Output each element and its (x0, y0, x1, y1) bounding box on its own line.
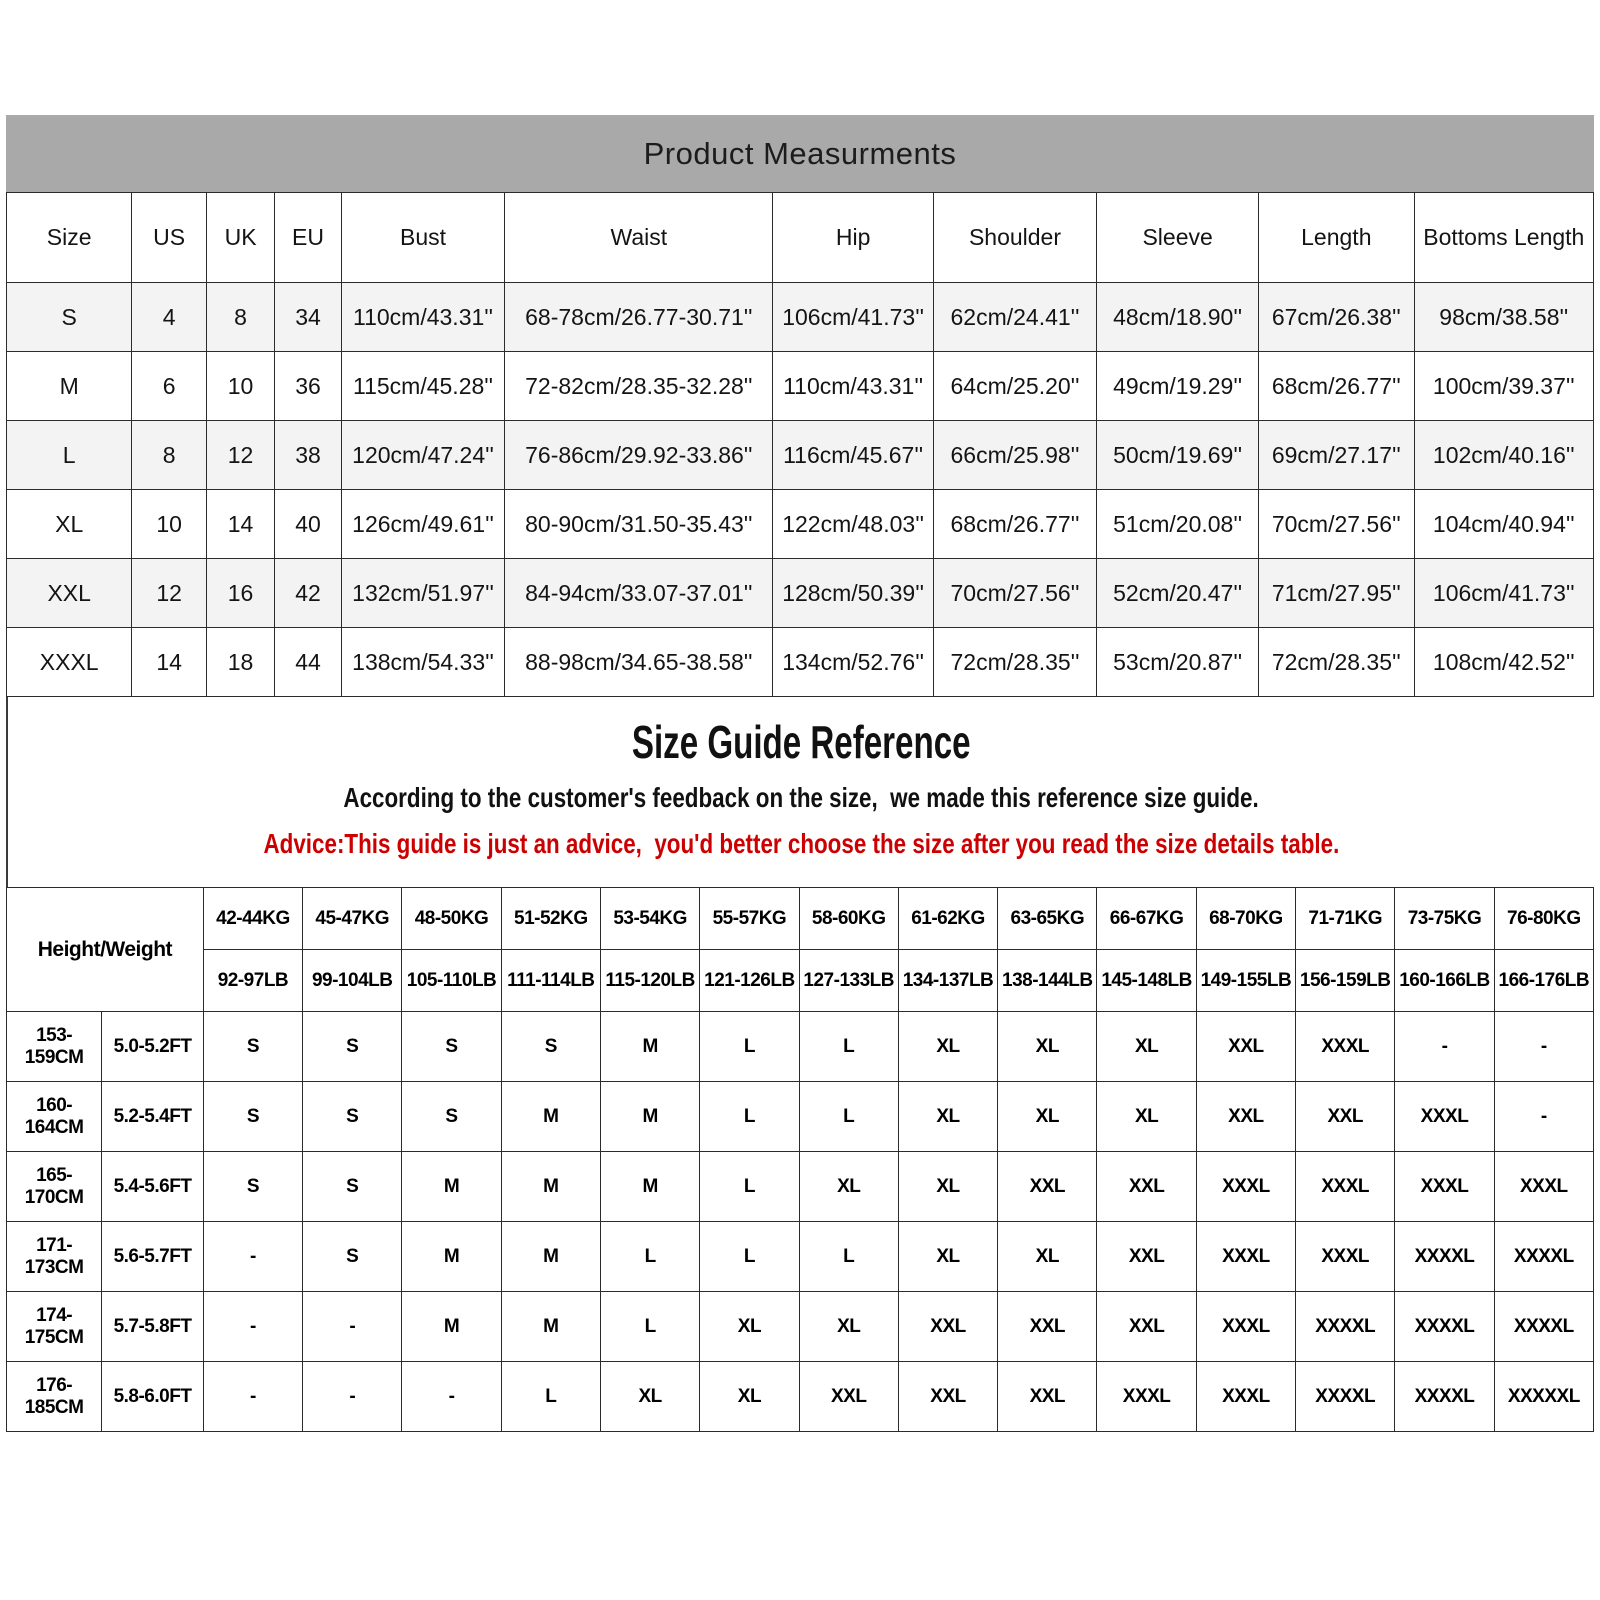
measurement-cell: 71cm/27.95'' (1259, 559, 1415, 628)
reference-cell: XXXXL (1296, 1362, 1395, 1432)
weight-lb-header: 121-126LB (700, 950, 799, 1012)
reference-cell: XXL (1097, 1152, 1196, 1222)
reference-cell: M (402, 1292, 501, 1362)
reference-header (7, 888, 1594, 1012)
reference-cell: 160-164CM (7, 1082, 102, 1152)
measurement-cell: 53cm/20.87'' (1097, 628, 1259, 697)
measurement-cell: 106cm/41.73'' (773, 283, 933, 352)
measurement-cell: 72-82cm/28.35-32.28'' (505, 352, 773, 421)
measurements-table-body (7, 283, 1594, 697)
reference-cell: XXL (1296, 1082, 1395, 1152)
measurement-cell: 70cm/27.56'' (1259, 490, 1415, 559)
weight-kg-header: 51-52KG (501, 888, 600, 950)
measurement-cell: 44 (275, 628, 342, 697)
weight-kg-header: 45-47KG (303, 888, 402, 950)
reference-cell: - (402, 1362, 501, 1432)
measurement-cell: 80-90cm/31.50-35.43'' (505, 490, 773, 559)
measurement-cell: 72cm/28.35'' (1259, 628, 1415, 697)
measurement-cell: 108cm/42.52'' (1414, 628, 1593, 697)
reference-cell: S (501, 1012, 600, 1082)
reference-cell: L (700, 1012, 799, 1082)
measurement-cell: XXXL (7, 628, 132, 697)
reference-cell: XXXXL (1296, 1292, 1395, 1362)
reference-cell: - (1494, 1012, 1593, 1082)
size-guide-subtitle-line (8, 781, 1594, 815)
measurement-cell: 68-78cm/26.77-30.71'' (505, 283, 773, 352)
measurement-cell: 34 (275, 283, 342, 352)
measurement-cell: 68cm/26.77'' (1259, 352, 1415, 421)
reference-cell: - (203, 1222, 302, 1292)
measurement-cell: 38 (275, 421, 342, 490)
reference-cell: L (700, 1152, 799, 1222)
weight-lb-row (7, 950, 1594, 1012)
measurement-cell: 8 (132, 421, 207, 490)
reference-cell: 5.6-5.7FT (102, 1222, 204, 1292)
weight-lb-header: 134-137LB (898, 950, 997, 1012)
measurements-table (6, 192, 1594, 697)
weight-lb-header: 115-120LB (600, 950, 699, 1012)
reference-row (7, 1222, 1594, 1292)
reference-row (7, 1012, 1594, 1082)
reference-cell: XL (700, 1292, 799, 1362)
measurement-cell: 48cm/18.90'' (1097, 283, 1259, 352)
reference-table (6, 887, 1594, 1432)
measurement-cell: 128cm/50.39'' (773, 559, 933, 628)
reference-cell: S (203, 1012, 302, 1082)
reference-cell: S (303, 1082, 402, 1152)
size-guide-subtitle: According to the customer's feedback on the size, we made this reference size guide. (343, 782, 1259, 813)
reference-cell: XXXL (1196, 1292, 1295, 1362)
measurement-cell: 6 (132, 352, 207, 421)
measurements-row-m (7, 352, 1594, 421)
measurements-row-xxl (7, 559, 1594, 628)
weight-lb-header: 99-104LB (303, 950, 402, 1012)
measurement-cell: 16 (206, 559, 274, 628)
weight-kg-header: 58-60KG (799, 888, 898, 950)
measurement-cell: 116cm/45.67'' (773, 421, 933, 490)
reference-cell: XL (898, 1082, 997, 1152)
column-header-bottoms-length: Bottoms Length (1414, 193, 1593, 283)
reference-cell: 5.0-5.2FT (102, 1012, 204, 1082)
reference-cell: XL (898, 1012, 997, 1082)
measurement-cell: 14 (132, 628, 207, 697)
reference-cell: XL (799, 1292, 898, 1362)
reference-cell: XXXL (1296, 1012, 1395, 1082)
measurement-cell: 8 (206, 283, 274, 352)
measurement-cell: 126cm/49.61'' (341, 490, 504, 559)
weight-kg-header: 61-62KG (898, 888, 997, 950)
reference-cell: XXL (1097, 1292, 1196, 1362)
reference-cell: XXXXXL (1494, 1362, 1593, 1432)
column-header-hip: Hip (773, 193, 933, 283)
column-header-sleeve: Sleeve (1097, 193, 1259, 283)
measurement-cell: 50cm/19.69'' (1097, 421, 1259, 490)
measurement-cell: 68cm/26.77'' (933, 490, 1096, 559)
measurement-cell: S (7, 283, 132, 352)
reference-cell: 176-185CM (7, 1362, 102, 1432)
weight-lb-header: 156-159LB (1296, 950, 1395, 1012)
weight-lb-header: 166-176LB (1494, 950, 1593, 1012)
reference-cell: XXL (799, 1362, 898, 1432)
weight-lb-header: 127-133LB (799, 950, 898, 1012)
measurement-cell: 36 (275, 352, 342, 421)
reference-cell: - (203, 1362, 302, 1432)
reference-row (7, 1082, 1594, 1152)
measurement-cell: 98cm/38.58'' (1414, 283, 1593, 352)
column-header-waist: Waist (505, 193, 773, 283)
measurement-cell: 40 (275, 490, 342, 559)
weight-lb-header: 138-144LB (998, 950, 1097, 1012)
measurement-cell: 106cm/41.73'' (1414, 559, 1593, 628)
reference-cell: M (600, 1012, 699, 1082)
reference-cell: S (303, 1012, 402, 1082)
size-guide-heading (8, 715, 1594, 769)
page-title: Product Measurments (643, 135, 957, 171)
measurements-row-l (7, 421, 1594, 490)
weight-lb-header: 111-114LB (501, 950, 600, 1012)
measurement-cell: 12 (132, 559, 207, 628)
reference-cell: XXL (1196, 1082, 1295, 1152)
measurement-cell: 138cm/54.33'' (341, 628, 504, 697)
reference-cell: XXXL (1494, 1152, 1593, 1222)
reference-cell: XXXXL (1395, 1362, 1494, 1432)
reference-cell: XXXL (1097, 1362, 1196, 1432)
weight-lb-header: 149-155LB (1196, 950, 1295, 1012)
measurement-cell: 66cm/25.98'' (933, 421, 1096, 490)
reference-cell: XL (898, 1222, 997, 1292)
column-header-eu: EU (275, 193, 342, 283)
measurement-cell: 62cm/24.41'' (933, 283, 1096, 352)
reference-cell: S (303, 1222, 402, 1292)
height-weight-corner: Height/Weight (7, 888, 204, 1012)
reference-cell: 5.4-5.6FT (102, 1152, 204, 1222)
reference-cell: XXL (898, 1292, 997, 1362)
reference-cell: L (700, 1082, 799, 1152)
reference-cell: XXXXL (1494, 1222, 1593, 1292)
measurement-cell: 67cm/26.38'' (1259, 283, 1415, 352)
measurements-row-xl (7, 490, 1594, 559)
column-header-bust: Bust (341, 193, 504, 283)
weight-kg-header: 71-71KG (1296, 888, 1395, 950)
reference-cell: - (203, 1292, 302, 1362)
reference-cell: S (203, 1082, 302, 1152)
measurement-cell: 110cm/43.31'' (341, 283, 504, 352)
reference-cell: XXXL (1296, 1222, 1395, 1292)
reference-cell: M (600, 1082, 699, 1152)
reference-cell: M (402, 1152, 501, 1222)
measurement-cell: 104cm/40.94'' (1414, 490, 1593, 559)
column-header-uk: UK (206, 193, 274, 283)
weight-kg-header: 48-50KG (402, 888, 501, 950)
column-header-size: Size (7, 193, 132, 283)
reference-cell: XL (998, 1222, 1097, 1292)
column-header-us: US (132, 193, 207, 283)
measurement-cell: 100cm/39.37'' (1414, 352, 1593, 421)
reference-cell: XXXL (1296, 1152, 1395, 1222)
measurement-cell: 42 (275, 559, 342, 628)
measurement-cell: 4 (132, 283, 207, 352)
measurement-cell: 69cm/27.17'' (1259, 421, 1415, 490)
reference-cell: L (799, 1082, 898, 1152)
weight-kg-header: 42-44KG (203, 888, 302, 950)
measurement-cell: 52cm/20.47'' (1097, 559, 1259, 628)
weight-kg-header: 55-57KG (700, 888, 799, 950)
reference-table-body (7, 1012, 1594, 1432)
reference-cell: L (799, 1222, 898, 1292)
measurement-cell: M (7, 352, 132, 421)
measurements-header (7, 193, 1594, 283)
reference-cell: XL (1097, 1082, 1196, 1152)
weight-lb-header: 145-148LB (1097, 950, 1196, 1012)
reference-cell: XL (1097, 1012, 1196, 1082)
reference-cell: L (501, 1362, 600, 1432)
size-guide-section (6, 697, 1594, 887)
reference-cell: XL (998, 1082, 1097, 1152)
size-guide-title: Size Guide Reference (631, 716, 971, 768)
reference-cell: XL (700, 1362, 799, 1432)
reference-cell: XXXXL (1395, 1222, 1494, 1292)
reference-cell: M (501, 1082, 600, 1152)
weight-kg-header: 66-67KG (1097, 888, 1196, 950)
measurement-cell: 84-94cm/33.07-37.01'' (505, 559, 773, 628)
measurement-cell: 49cm/19.29'' (1097, 352, 1259, 421)
reference-cell: L (700, 1222, 799, 1292)
title-banner (6, 115, 1594, 192)
reference-cell: XXXL (1395, 1082, 1494, 1152)
reference-cell: - (303, 1362, 402, 1432)
reference-cell: 174-175CM (7, 1292, 102, 1362)
reference-cell: XXXXL (1494, 1292, 1593, 1362)
measurements-header-row (7, 193, 1594, 283)
measurement-cell: 72cm/28.35'' (933, 628, 1096, 697)
reference-cell: XXXL (1395, 1152, 1494, 1222)
reference-cell: 5.8-6.0FT (102, 1362, 204, 1432)
reference-cell: 5.2-5.4FT (102, 1082, 204, 1152)
reference-cell: XXXXL (1395, 1292, 1494, 1362)
reference-row (7, 1152, 1594, 1222)
reference-cell: M (501, 1292, 600, 1362)
measurements-row-s (7, 283, 1594, 352)
reference-cell: XXL (1097, 1222, 1196, 1292)
size-guide-advice: Advice:This guide is just an advice, you'd better choose the size after you read the size details table. (263, 827, 1339, 859)
reference-cell: M (600, 1152, 699, 1222)
reference-cell: XXXL (1196, 1152, 1295, 1222)
measurement-cell: 70cm/27.56'' (933, 559, 1096, 628)
measurement-cell: 115cm/45.28'' (341, 352, 504, 421)
measurement-cell: 76-86cm/29.92-33.86'' (505, 421, 773, 490)
measurement-cell: 134cm/52.76'' (773, 628, 933, 697)
reference-cell: XL (600, 1362, 699, 1432)
column-header-length: Length (1259, 193, 1415, 283)
measurement-cell: 110cm/43.31'' (773, 352, 933, 421)
measurement-cell: 132cm/51.97'' (341, 559, 504, 628)
weight-lb-header: 105-110LB (402, 950, 501, 1012)
reference-cell: XL (898, 1152, 997, 1222)
weight-kg-header: 53-54KG (600, 888, 699, 950)
size-guide-advice-line (8, 827, 1594, 861)
weight-lb-header: 160-166LB (1395, 950, 1494, 1012)
weight-kg-header: 76-80KG (1494, 888, 1593, 950)
reference-cell: L (600, 1222, 699, 1292)
weight-lb-header: 92-97LB (203, 950, 302, 1012)
measurement-cell: 10 (132, 490, 207, 559)
reference-cell: M (402, 1222, 501, 1292)
column-header-shoulder: Shoulder (933, 193, 1096, 283)
reference-cell: XXL (998, 1152, 1097, 1222)
reference-cell: S (402, 1012, 501, 1082)
reference-cell: XXL (998, 1292, 1097, 1362)
reference-cell: - (1395, 1012, 1494, 1082)
reference-cell: XXXL (1196, 1362, 1295, 1432)
measurement-cell: 12 (206, 421, 274, 490)
reference-cell: M (501, 1152, 600, 1222)
weight-kg-header: 68-70KG (1196, 888, 1295, 950)
reference-cell: XXL (898, 1362, 997, 1432)
measurement-cell: 18 (206, 628, 274, 697)
reference-cell: S (303, 1152, 402, 1222)
reference-cell: XL (998, 1012, 1097, 1082)
reference-cell: 153-159CM (7, 1012, 102, 1082)
reference-cell: S (402, 1082, 501, 1152)
reference-cell: L (600, 1292, 699, 1362)
measurement-cell: 122cm/48.03'' (773, 490, 933, 559)
reference-cell: 171-173CM (7, 1222, 102, 1292)
measurements-row-xxxl (7, 628, 1594, 697)
reference-cell: 5.7-5.8FT (102, 1292, 204, 1362)
reference-cell: XXL (1196, 1012, 1295, 1082)
reference-cell: 165-170CM (7, 1152, 102, 1222)
measurement-cell: 102cm/40.16'' (1414, 421, 1593, 490)
weight-kg-header: 63-65KG (998, 888, 1097, 950)
measurement-cell: XL (7, 490, 132, 559)
measurement-cell: 10 (206, 352, 274, 421)
reference-cell: XXXL (1196, 1222, 1295, 1292)
reference-cell: L (799, 1012, 898, 1082)
weight-kg-row (7, 888, 1594, 950)
reference-cell: - (303, 1292, 402, 1362)
reference-cell: S (203, 1152, 302, 1222)
reference-cell: XL (799, 1152, 898, 1222)
reference-row (7, 1362, 1594, 1432)
reference-row (7, 1292, 1594, 1362)
measurement-cell: 120cm/47.24'' (341, 421, 504, 490)
reference-cell: - (1494, 1082, 1593, 1152)
measurement-cell: 51cm/20.08'' (1097, 490, 1259, 559)
reference-cell: XXL (998, 1362, 1097, 1432)
measurement-cell: 14 (206, 490, 274, 559)
measurement-cell: 64cm/25.20'' (933, 352, 1096, 421)
measurement-cell: 88-98cm/34.65-38.58'' (505, 628, 773, 697)
weight-kg-header: 73-75KG (1395, 888, 1494, 950)
measurement-cell: XXL (7, 559, 132, 628)
reference-cell: M (501, 1222, 600, 1292)
measurement-cell: L (7, 421, 132, 490)
